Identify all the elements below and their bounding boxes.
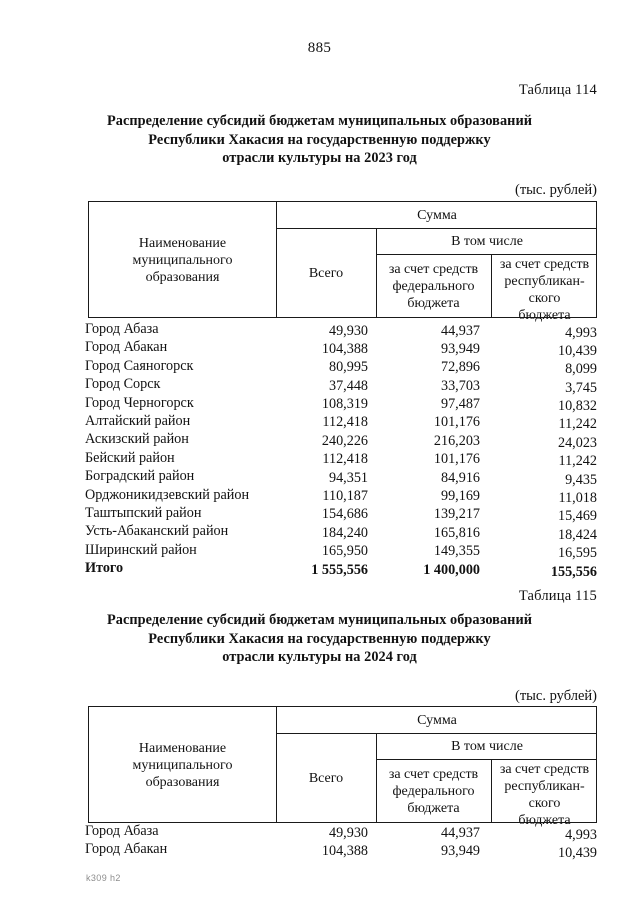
row-federal-value: 93,949 (440, 340, 480, 357)
row-republican-value: 11,242 (558, 453, 597, 470)
header-federal-line: бюджета (407, 296, 460, 311)
header-cell-total: Всего (308, 771, 344, 786)
table-115-body (0, 822, 639, 859)
row-total-value: 37,448 (328, 377, 368, 394)
row-municipality-name: Город Абакан (85, 339, 168, 356)
header-republican-line: за счет средств (499, 762, 590, 777)
table-row (0, 559, 639, 580)
table-row (0, 394, 639, 415)
title-line: Республики Хакасия на государственную поддержку (148, 630, 491, 647)
row-municipality-name: Алтайский район (85, 412, 191, 429)
header-cell-federal (376, 759, 491, 824)
row-federal-value: 216,203 (433, 432, 480, 449)
header-name-line: образования (145, 270, 220, 285)
header-cell-total: Всего (308, 266, 344, 281)
header-name-line: Наименование (138, 236, 227, 251)
row-municipality-name: Город Абаза (85, 321, 159, 337)
row-municipality-name: Город Абаза (85, 823, 159, 839)
table-115-label: Таблица 115 (518, 588, 597, 604)
row-federal-value: 149,355 (433, 543, 480, 560)
table-row (0, 840, 639, 861)
row-total-value: 165,950 (321, 543, 368, 560)
row-municipality-name: Орджоникидзевский район (85, 486, 250, 503)
header-name-line: муниципального (132, 253, 233, 268)
header-name-line: Наименование (138, 741, 227, 756)
row-total-value: 49,930 (328, 322, 368, 339)
row-municipality-name: Ширинский район (85, 541, 197, 558)
row-republican-value: 11,018 (558, 490, 597, 507)
row-republican-value: 18,424 (557, 526, 597, 543)
row-total-value: 49,930 (328, 824, 368, 841)
table-114-body (0, 320, 639, 580)
row-republican-value: 10,439 (557, 342, 597, 359)
row-republican-value: 4,993 (565, 324, 597, 341)
header-federal-line: бюджета (407, 801, 460, 816)
row-republican-value: 10,439 (557, 844, 597, 861)
row-federal-value: 101,176 (433, 451, 480, 468)
header-cell-sum: Сумма (417, 207, 457, 223)
footer-code: k309 h2 (86, 873, 121, 883)
page-number: 885 (307, 40, 332, 56)
header-republican-line: республикан- (504, 274, 585, 289)
table-row (0, 541, 639, 562)
table-row (0, 822, 639, 843)
header-cell-sum: Сумма (417, 712, 457, 728)
row-republican-value: 16,595 (557, 545, 597, 562)
row-federal-value: 44,937 (440, 824, 480, 841)
row-republican-value: 15,469 (557, 508, 597, 525)
row-total-value: 110,187 (322, 488, 368, 505)
table-row (0, 522, 639, 543)
row-federal-value: 139,217 (433, 506, 480, 523)
row-republican-value: 9,435 (565, 471, 597, 488)
row-total-value: 112,418 (322, 451, 368, 468)
row-republican-value: 4,993 (565, 826, 597, 843)
title-line: Распределение субсидий бюджетам муниципальных образований (106, 113, 533, 129)
header-cell-federal (376, 254, 491, 319)
title-line: отрасли культуры на 2023 год (222, 150, 417, 166)
row-republican-value: 3,745 (565, 379, 597, 396)
row-municipality-name: Боградский район (85, 468, 195, 485)
header-federal-line: федерального (392, 784, 475, 799)
title-line: Республики Хакасия на государственную поддержку (148, 131, 491, 148)
row-federal-value: 93,949 (440, 842, 480, 859)
table-row (0, 504, 639, 525)
row-municipality-name: Усть-Абаканский район (85, 523, 229, 540)
header-cell-name (89, 202, 276, 319)
title-line: Распределение субсидий бюджетам муниципальных образований (106, 612, 533, 628)
row-municipality-name: Бейский район (85, 449, 175, 466)
table-row (0, 320, 639, 341)
row-total-value: 104,388 (321, 842, 368, 859)
table-115-units: (тыс. рублей) (515, 688, 597, 704)
row-federal-value: 84,916 (440, 469, 480, 486)
row-federal-value: 72,896 (440, 359, 480, 376)
row-municipality-name: Таштыпский район (85, 504, 202, 521)
header-republican-line: ского (528, 796, 561, 811)
header-cell-republican (491, 759, 598, 828)
row-federal-value: 165,816 (433, 524, 480, 541)
row-republican-value: 24,023 (557, 434, 597, 451)
header-federal-line: за счет средств (388, 262, 479, 277)
table-row (0, 449, 639, 470)
row-federal-value: 101,176 (433, 414, 480, 431)
row-total-value: 240,226 (321, 432, 368, 449)
row-republican-value: 155,556 (550, 563, 597, 580)
row-total-value: 94,351 (328, 469, 368, 486)
table-row (0, 338, 639, 359)
header-republican-line: бюджета (518, 308, 571, 323)
row-municipality-name: Город Сорск (85, 376, 161, 393)
header-cell-subgroup: В том числе (451, 738, 523, 754)
header-name-line: образования (145, 775, 220, 790)
header-cell-name (89, 707, 276, 824)
row-total-value: 108,319 (321, 396, 368, 413)
row-federal-value: 97,487 (440, 396, 480, 413)
header-cell-subgroup: В том числе (451, 233, 523, 249)
table-row (0, 375, 639, 396)
table-row (0, 430, 639, 451)
row-total-value: 104,388 (321, 340, 368, 357)
header-republican-line: ского (528, 291, 561, 306)
row-municipality-name: Город Черногорск (85, 394, 194, 411)
header-federal-line: за счет средств (388, 767, 479, 782)
header-republican-line: бюджета (518, 813, 571, 828)
row-republican-value: 10,832 (557, 398, 597, 415)
row-federal-value: 33,703 (440, 377, 480, 394)
row-municipality-name: Итого (85, 560, 124, 577)
table-114-title (0, 112, 639, 168)
row-total-value: 112,418 (322, 414, 368, 431)
row-federal-value: 44,937 (440, 322, 480, 339)
table-114-units: (тыс. рублей) (515, 182, 597, 198)
row-total-value: 184,240 (321, 524, 368, 541)
table-114-label: Таблица 114 (518, 82, 597, 98)
header-cell-republican (491, 254, 598, 323)
row-federal-value: 1 400,000 (423, 561, 480, 578)
row-total-value: 1 555,556 (311, 561, 368, 578)
title-line: отрасли культуры на 2024 год (222, 649, 417, 665)
table-row (0, 357, 639, 378)
row-municipality-name: Аскизский район (85, 431, 189, 448)
row-municipality-name: Город Абакан (85, 841, 168, 858)
table-114-header (88, 201, 597, 323)
header-republican-line: республикан- (504, 779, 585, 794)
header-republican-line: за счет средств (499, 257, 590, 272)
table-115-title (0, 611, 639, 667)
table-row (0, 486, 639, 507)
row-total-value: 154,686 (321, 506, 368, 523)
row-total-value: 80,995 (328, 359, 368, 376)
header-name-line: муниципального (132, 758, 233, 773)
row-federal-value: 99,169 (440, 488, 480, 505)
row-republican-value: 11,242 (558, 416, 597, 433)
table-row (0, 412, 639, 433)
table-115-header (88, 706, 597, 828)
table-row (0, 467, 639, 488)
row-municipality-name: Город Саяногорск (85, 357, 194, 374)
row-republican-value: 8,099 (565, 361, 597, 378)
header-federal-line: федерального (392, 279, 475, 294)
